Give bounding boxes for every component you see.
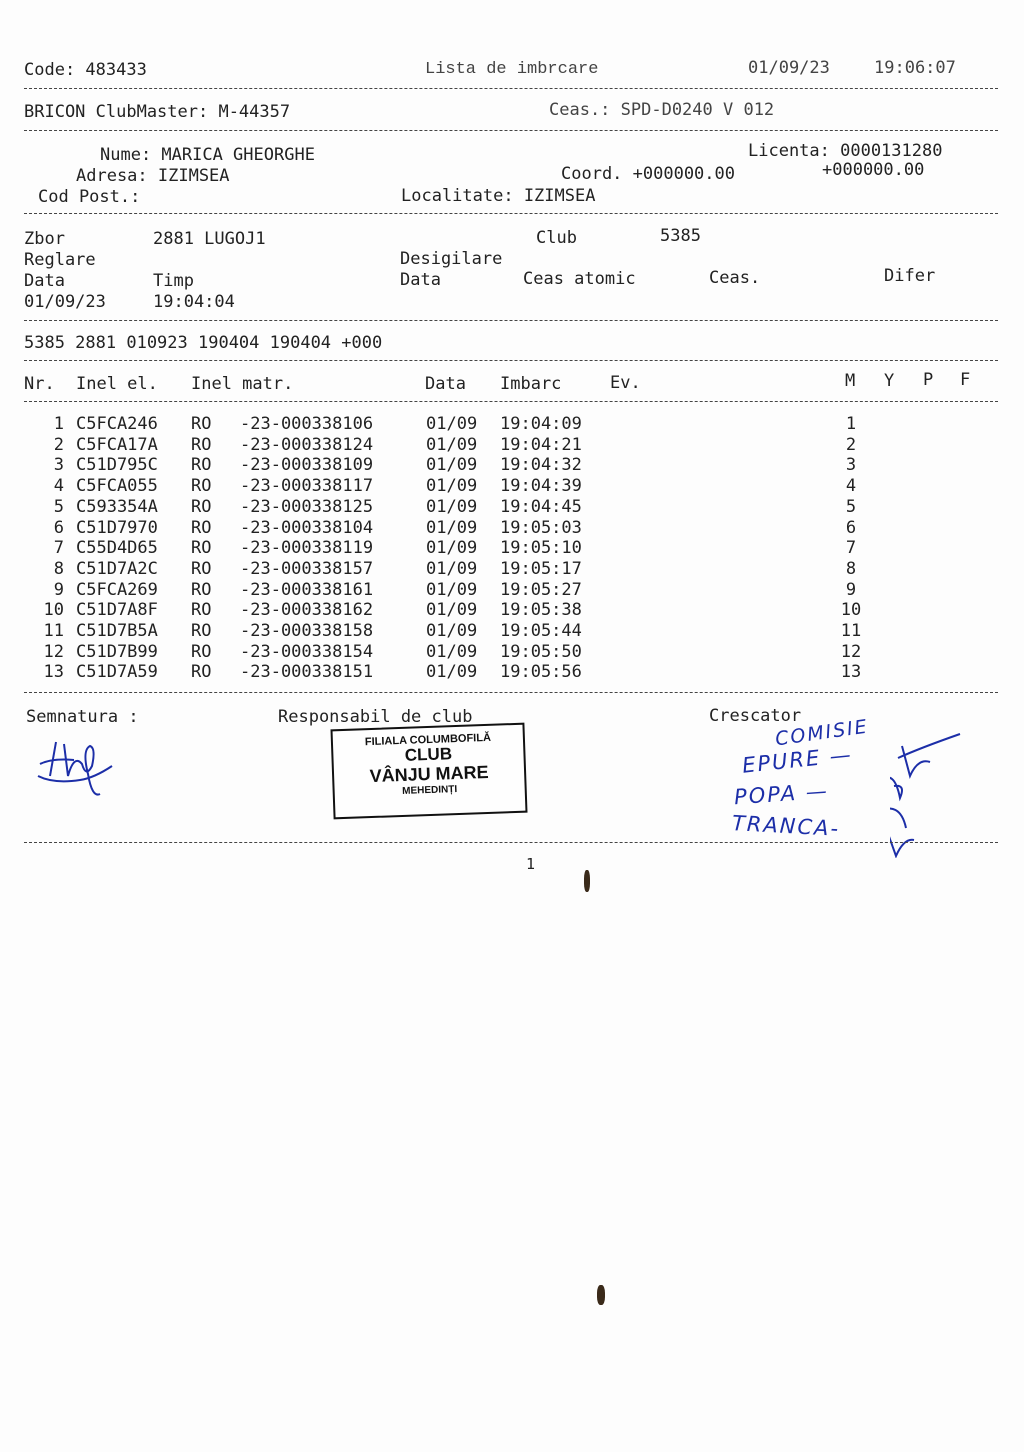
- col-p: P: [923, 370, 934, 390]
- row-inel-el: C55D4D65: [76, 538, 158, 559]
- row-imbarc: 19:05:38: [500, 600, 582, 621]
- page-number: 1: [526, 855, 536, 873]
- row-inel-el: C51D7A8F: [76, 600, 158, 621]
- row-imbarc: 19:05:50: [500, 641, 582, 662]
- handwriting-comisie: COMISIE: [773, 715, 870, 751]
- col-ev: Ev.: [610, 373, 641, 393]
- row-country: RO: [191, 662, 212, 683]
- row-country: RO: [191, 641, 212, 662]
- cod-post-field: Cod Post.:: [38, 187, 141, 207]
- coord-field-2: +000000.00: [822, 160, 925, 180]
- col-m: M: [845, 371, 856, 391]
- row-imbarc: 19:05:56: [500, 662, 582, 683]
- row-inel-matr: -23-000338158: [240, 621, 374, 641]
- row-data: 01/09: [426, 476, 478, 497]
- row-country: RO: [191, 455, 212, 476]
- divider: [24, 842, 998, 843]
- row-nr: 9: [53, 579, 64, 600]
- row-imbarc: 19:04:39: [500, 476, 582, 497]
- row-data: 01/09: [426, 455, 478, 476]
- row-data: 01/09: [426, 496, 478, 517]
- row-m: 11: [840, 621, 862, 641]
- row-inel-matr: -23-000338104: [240, 517, 374, 538]
- col-y: Y: [884, 371, 895, 391]
- row-nr: 12: [43, 641, 64, 662]
- licenta-field: Licenta: 0000131280: [748, 141, 943, 161]
- stamp-line-1: FILIALA COLUMBOFILĂ: [364, 731, 492, 749]
- row-m: 13: [840, 662, 862, 683]
- divider: [24, 88, 998, 89]
- row-nr: 13: [43, 662, 64, 683]
- row-inel-matr: -23-000338151: [240, 662, 374, 683]
- adresa-field: Adresa: IZIMSEA: [76, 166, 230, 186]
- row-country: RO: [191, 517, 212, 538]
- row-data: 01/09: [426, 579, 478, 600]
- row-nr: 8: [53, 558, 64, 579]
- data-label: Data: [24, 271, 65, 291]
- row-country: RO: [191, 434, 212, 455]
- reglare-time: 19:04:04: [153, 292, 235, 312]
- row-inel-el: C51D7970: [76, 517, 158, 538]
- row-m: 5: [845, 496, 857, 517]
- row-inel-el: C5FCA269: [76, 579, 158, 600]
- row-data: 01/09: [426, 414, 478, 434]
- row-country: RO: [191, 476, 212, 497]
- row-country: RO: [191, 558, 212, 579]
- row-m: 12: [840, 641, 862, 662]
- divider: [24, 692, 998, 693]
- desigilare-label: Desigilare: [400, 249, 503, 269]
- row-data: 01/09: [426, 517, 478, 538]
- divider: [24, 401, 998, 402]
- stamp-line-3: VÂNJU MARE: [369, 761, 489, 786]
- row-data: 01/09: [426, 621, 478, 641]
- row-nr: 3: [53, 455, 64, 476]
- initials-scribbles: [890, 728, 970, 858]
- coord-field: Coord. +000000.00: [561, 164, 735, 184]
- row-m: 10: [840, 600, 862, 621]
- row-m: 1: [845, 414, 857, 434]
- row-inel-matr: -23-000338154: [240, 641, 374, 662]
- row-inel-matr: -23-000338109: [240, 455, 374, 476]
- row-country: RO: [191, 600, 212, 621]
- responsabil-label: Responsabil de club: [278, 707, 473, 727]
- divider: [24, 130, 998, 131]
- ceas-atomic-label: Ceas atomic: [523, 269, 636, 289]
- divider: [24, 360, 998, 361]
- col-imbarc: Imbarc: [500, 374, 562, 394]
- row-imbarc: 19:04:45: [500, 496, 582, 517]
- row-imbarc: 19:05:27: [500, 579, 582, 600]
- row-m: 9: [845, 579, 857, 600]
- row-imbarc: 19:05:10: [500, 538, 582, 559]
- row-inel-el: C5FCA055: [76, 476, 158, 497]
- row-nr: 11: [43, 621, 64, 641]
- row-inel-el: C51D7A59: [76, 662, 158, 683]
- handwriting-tranca: TRANCA-: [731, 811, 841, 841]
- row-nr: 4: [53, 476, 64, 497]
- scan-artifact: [584, 870, 590, 892]
- data-label-2: Data: [400, 270, 441, 290]
- row-m: 2: [845, 434, 857, 455]
- row-country: RO: [191, 538, 212, 559]
- row-inel-el: C51D7B5A: [76, 621, 158, 641]
- document-title: Lista de imbrcare: [425, 60, 599, 79]
- col-f: F: [960, 370, 971, 390]
- ceas-label-2: Ceas.: [709, 268, 761, 288]
- row-inel-matr: -23-000338124: [240, 434, 374, 455]
- row-inel-el: C593354A: [76, 496, 158, 517]
- row-inel-matr: -23-000338161: [240, 579, 374, 600]
- stamp-line-2: CLUB: [404, 744, 453, 765]
- row-country: RO: [191, 496, 212, 517]
- row-imbarc: 19:04:09: [500, 414, 582, 434]
- nume-field: Nume: MARICA GHEORGHE: [100, 145, 315, 165]
- reglare-label: Reglare: [24, 250, 96, 270]
- club-label: Club: [536, 228, 577, 248]
- zbor-value: 2881 LUGOJ1: [153, 229, 266, 249]
- row-inel-matr: -23-000338119: [240, 538, 374, 559]
- row-imbarc: 19:04:32: [500, 455, 582, 476]
- row-m: 6: [845, 517, 857, 538]
- row-nr: 2: [53, 434, 64, 455]
- clubmaster-label: BRICON ClubMaster: M-44357: [24, 102, 291, 122]
- row-nr: 7: [53, 538, 64, 559]
- row-inel-el: C5FCA17A: [76, 434, 158, 455]
- row-country: RO: [191, 621, 212, 641]
- signature: [34, 734, 116, 804]
- row-imbarc: 19:05:17: [500, 558, 582, 579]
- col-inel-matr: Inel matr.: [191, 374, 294, 394]
- code-label: Code: 483433: [24, 60, 147, 80]
- row-data: 01/09: [426, 538, 478, 559]
- stamp-line-4: MEHEDINȚI: [401, 783, 458, 797]
- row-data: 01/09: [426, 662, 478, 683]
- row-data: 01/09: [426, 600, 478, 621]
- zbor-label: Zbor: [24, 229, 65, 249]
- divider: [24, 320, 998, 321]
- row-nr: 6: [53, 517, 64, 538]
- club-value: 5385: [660, 226, 701, 246]
- row-country: RO: [191, 414, 212, 434]
- row-inel-matr: -23-000338157: [240, 558, 374, 579]
- row-data: 01/09: [426, 641, 478, 662]
- row-nr: 5: [53, 496, 64, 517]
- row-nr: 10: [43, 600, 64, 621]
- header-time: 19:06:07: [874, 58, 956, 78]
- row-m: 4: [845, 476, 857, 497]
- col-nr: Nr.: [24, 374, 55, 394]
- row-inel-matr: -23-000338117: [240, 476, 374, 497]
- row-data: 01/09: [426, 558, 478, 579]
- row-imbarc: 19:05:44: [500, 621, 582, 641]
- row-imbarc: 19:04:21: [500, 434, 582, 455]
- club-stamp: [330, 723, 527, 820]
- scan-artifact: [597, 1285, 605, 1305]
- row-m: 3: [845, 455, 857, 476]
- code-line: 5385 2881 010923 190404 190404 +000: [24, 333, 383, 353]
- row-inel-el: C51D7A2C: [76, 558, 158, 579]
- row-inel-matr: -23-000338162: [240, 600, 374, 621]
- row-inel-el: C51D795C: [76, 455, 158, 476]
- row-inel-el: C5FCA246: [76, 414, 158, 434]
- row-m: 8: [845, 558, 857, 579]
- row-inel-el: C51D7B99: [76, 641, 158, 662]
- row-nr: 1: [53, 414, 64, 434]
- semnatura-label: Semnatura :: [26, 707, 139, 727]
- timp-label: Timp: [153, 271, 194, 291]
- col-inel-el: Inel el.: [76, 374, 158, 394]
- row-data: 01/09: [426, 434, 478, 455]
- col-data: Data: [425, 374, 466, 394]
- header-date: 01/09/23: [748, 58, 830, 78]
- row-country: RO: [191, 579, 212, 600]
- row-inel-matr: -23-000338125: [240, 496, 374, 517]
- difer-label: Difer: [884, 266, 936, 286]
- localitate-field: Localitate: IZIMSEA: [401, 186, 596, 206]
- crescator-label: Crescator: [709, 706, 802, 726]
- reglare-date: 01/09/23: [24, 292, 106, 312]
- divider: [24, 213, 998, 214]
- handwriting-epure: EPURE —: [741, 742, 854, 778]
- ceas-label: Ceas.: SPD-D0240 V 012: [549, 100, 775, 120]
- row-m: 7: [845, 538, 857, 559]
- row-imbarc: 19:05:03: [500, 517, 582, 538]
- row-inel-matr: -23-000338106: [240, 414, 374, 434]
- handwriting-popa: POPA —: [733, 778, 830, 810]
